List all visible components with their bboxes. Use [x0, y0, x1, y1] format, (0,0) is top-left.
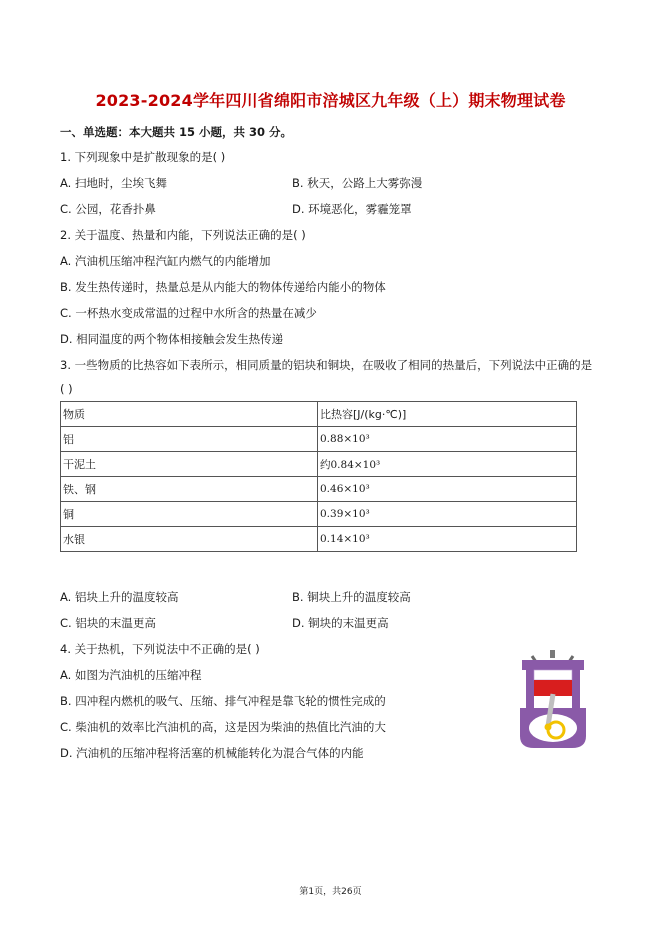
- piston-icon: [534, 680, 572, 696]
- q2-option-d[interactable]: D. 相同温度的两个物体相接触会发生热传递: [60, 332, 284, 346]
- cylinder-head: [522, 660, 584, 670]
- q4-option-b[interactable]: B. 四冲程内燃机的吸气、压缩、排气冲程是靠飞轮的惯性完成的: [60, 694, 386, 708]
- question-1-stem: 1. 下列现象中是扩散现象的是( ): [60, 150, 226, 164]
- q2-option-b[interactable]: B. 发生热传递时，热量总是从内能大的物体传递给内能小的物体: [60, 280, 386, 294]
- question-3-stem-cont: ( ): [60, 382, 73, 396]
- q1-option-c[interactable]: C. 公园，花香扑鼻: [60, 202, 156, 216]
- engine-cylinder-figure: [512, 650, 594, 750]
- page-footer: 第1页，共26页: [299, 887, 362, 897]
- table-cell-value: 0.39×10³: [318, 502, 577, 527]
- table-cell-value: 0.88×10³: [318, 427, 577, 452]
- q2-option-a[interactable]: A. 汽油机压缩冲程汽缸内燃气的内能增加: [60, 254, 271, 268]
- table-header-cell: 物质: [61, 402, 318, 427]
- table-header-row: [61, 402, 577, 427]
- table-header-cell: 比热容[J/(kg·℃)]: [318, 402, 577, 427]
- table-row: [61, 427, 577, 452]
- q1-option-b[interactable]: B. 秋天，公路上大雾弥漫: [292, 176, 423, 190]
- q4-option-c[interactable]: C. 柴油机的效率比汽油机的高，这是因为柴油的热值比汽油的大: [60, 720, 386, 734]
- exam-title: 2023-2024学年四川省绵阳市涪城区九年级（上）期末物理试卷: [95, 91, 566, 110]
- q1-option-a[interactable]: A. 扫地时，尘埃飞舞: [60, 176, 167, 190]
- q3-option-a[interactable]: A. 铝块上升的温度较高: [60, 590, 179, 604]
- table-cell-value: 0.46×10³: [318, 477, 577, 502]
- q1-option-d[interactable]: D. 环境恶化，雾霾笼罩: [292, 202, 412, 216]
- table-cell-substance: 干泥土: [61, 452, 318, 477]
- q3-option-d[interactable]: D. 铜块的末温更高: [292, 616, 389, 630]
- q3-option-c[interactable]: C. 铝块的末温更高: [60, 616, 156, 630]
- question-2-stem: 2. 关于温度、热量和内能，下列说法正确的是( ): [60, 228, 306, 242]
- table-cell-substance: 铜: [61, 502, 318, 527]
- question-3-stem: 3. 一些物质的比热容如下表所示，相同质量的铝块和铜块，在吸收了相同的热量后，下列说法中正确的是: [60, 358, 593, 372]
- spark-plug-icon: [550, 650, 555, 658]
- table-row: [61, 452, 577, 477]
- specific-heat-table: [60, 401, 577, 552]
- table-cell-substance: 铁、钢: [61, 477, 318, 502]
- section-heading: 一、单选题：本大题共 15 小题，共 30 分。: [60, 125, 293, 139]
- table-cell-value: 约0.84×10³: [318, 452, 577, 477]
- table-row: [61, 477, 577, 502]
- table-cell-substance: 铝: [61, 427, 318, 452]
- table-cell-substance: 水银: [61, 527, 318, 552]
- question-4-stem: 4. 关于热机，下列说法中不正确的是( ): [60, 642, 260, 656]
- q4-option-d[interactable]: D. 汽油机的压缩冲程将活塞的机械能转化为混合气体的内能: [60, 746, 364, 760]
- table-row: [61, 502, 577, 527]
- q3-option-b[interactable]: B. 铜块上升的温度较高: [292, 590, 411, 604]
- cylinder-wall-right: [572, 670, 580, 710]
- cylinder-wall-left: [526, 670, 534, 710]
- q4-option-a[interactable]: A. 如图为汽油机的压缩冲程: [60, 668, 202, 682]
- table-cell-value: 0.14×10³: [318, 527, 577, 552]
- crank-pin-icon: [545, 724, 552, 731]
- q2-option-c[interactable]: C. 一杯热水变成常温的过程中水所含的热量在减少: [60, 306, 317, 320]
- table-row: [61, 527, 577, 552]
- combustion-chamber: [534, 670, 572, 680]
